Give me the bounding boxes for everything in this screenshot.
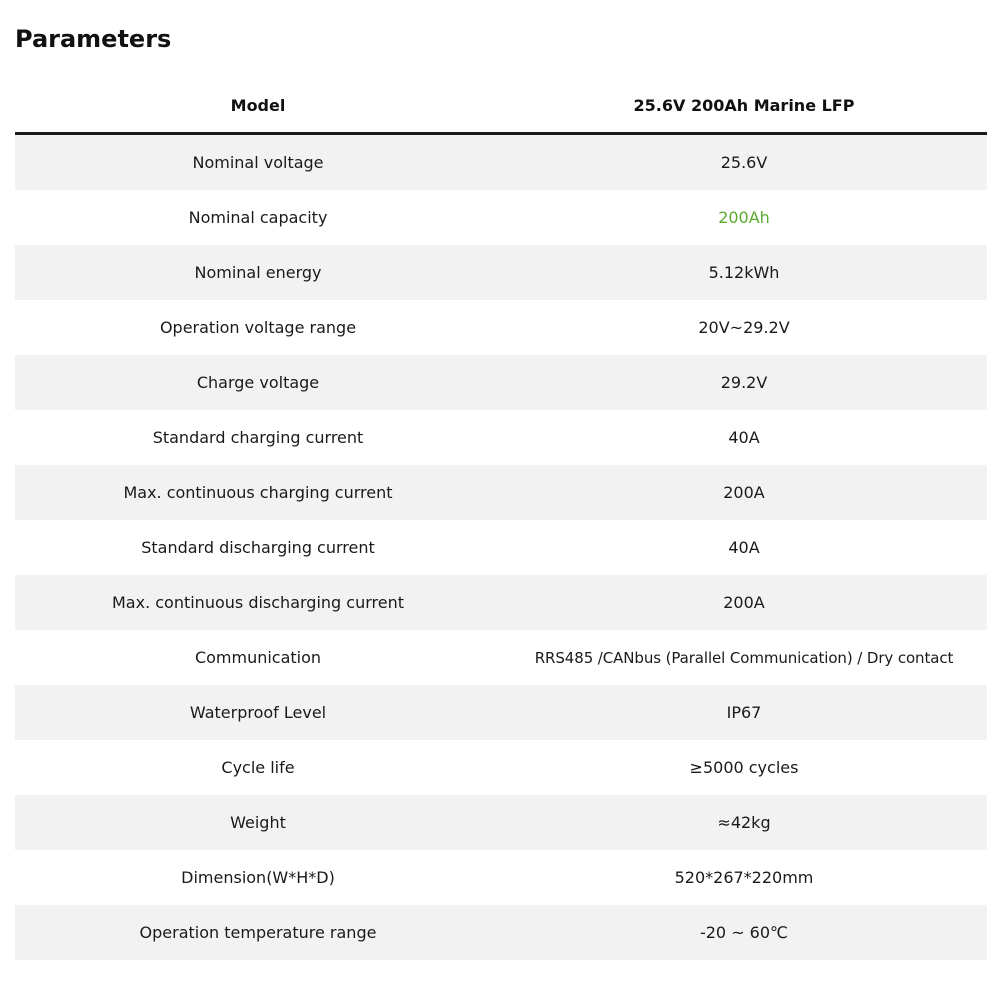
table-row	[15, 575, 987, 630]
row-value-operation-temperature-range: -20 ~ 60℃	[501, 905, 987, 960]
parameters-table	[15, 79, 987, 960]
row-label-standard-charging-current: Standard charging current	[15, 410, 501, 465]
row-value-communication: RRS485 /CANbus (Parallel Communication) / Dry contact	[501, 630, 987, 685]
table-row	[15, 795, 987, 850]
table-row	[15, 245, 987, 300]
row-label-operation-voltage-range: Operation voltage range	[15, 300, 501, 355]
row-label-nominal-capacity: Nominal capacity	[15, 190, 501, 245]
table-row	[15, 300, 987, 355]
row-value-standard-charging-current: 40A	[501, 410, 987, 465]
table-row	[15, 190, 987, 245]
table-row	[15, 520, 987, 575]
row-value-nominal-voltage: 25.6V	[501, 134, 987, 191]
header-model-label: Model	[15, 79, 501, 134]
row-label-standard-discharging-current: Standard discharging current	[15, 520, 501, 575]
table-row	[15, 410, 987, 465]
row-label-max-continuous-charging-current: Max. continuous charging current	[15, 465, 501, 520]
row-value-dimension: 520*267*220mm	[501, 850, 987, 905]
row-label-dimension: Dimension(W*H*D)	[15, 850, 501, 905]
row-value-cycle-life: ≥5000 cycles	[501, 740, 987, 795]
row-value-nominal-energy: 5.12kWh	[501, 245, 987, 300]
row-label-nominal-voltage: Nominal voltage	[15, 134, 501, 191]
row-value-nominal-capacity: 200Ah	[501, 190, 987, 245]
table-row	[15, 685, 987, 740]
row-label-communication: Communication	[15, 630, 501, 685]
row-value-weight: ≈42kg	[501, 795, 987, 850]
table-row	[15, 134, 987, 191]
row-label-waterproof-level: Waterproof Level	[15, 685, 501, 740]
row-label-weight: Weight	[15, 795, 501, 850]
row-value-standard-discharging-current: 40A	[501, 520, 987, 575]
row-label-cycle-life: Cycle life	[15, 740, 501, 795]
row-label-max-continuous-discharging-current: Max. continuous discharging current	[15, 575, 501, 630]
header-model-value: 25.6V 200Ah Marine LFP	[501, 79, 987, 134]
table-row	[15, 465, 987, 520]
row-label-operation-temperature-range: Operation temperature range	[15, 905, 501, 960]
table-row	[15, 740, 987, 795]
table-row	[15, 355, 987, 410]
row-value-max-continuous-charging-current: 200A	[501, 465, 987, 520]
row-value-max-continuous-discharging-current: 200A	[501, 575, 987, 630]
row-label-charge-voltage: Charge voltage	[15, 355, 501, 410]
row-value-operation-voltage-range: 20V~29.2V	[501, 300, 987, 355]
row-label-nominal-energy: Nominal energy	[15, 245, 501, 300]
row-value-charge-voltage: 29.2V	[501, 355, 987, 410]
header-row	[15, 79, 987, 134]
table-row	[15, 630, 987, 685]
table-row	[15, 905, 987, 960]
row-value-waterproof-level: IP67	[501, 685, 987, 740]
table-row	[15, 850, 987, 905]
table-header	[15, 79, 987, 134]
page-title: Parameters	[15, 25, 172, 53]
table-body	[15, 134, 987, 961]
